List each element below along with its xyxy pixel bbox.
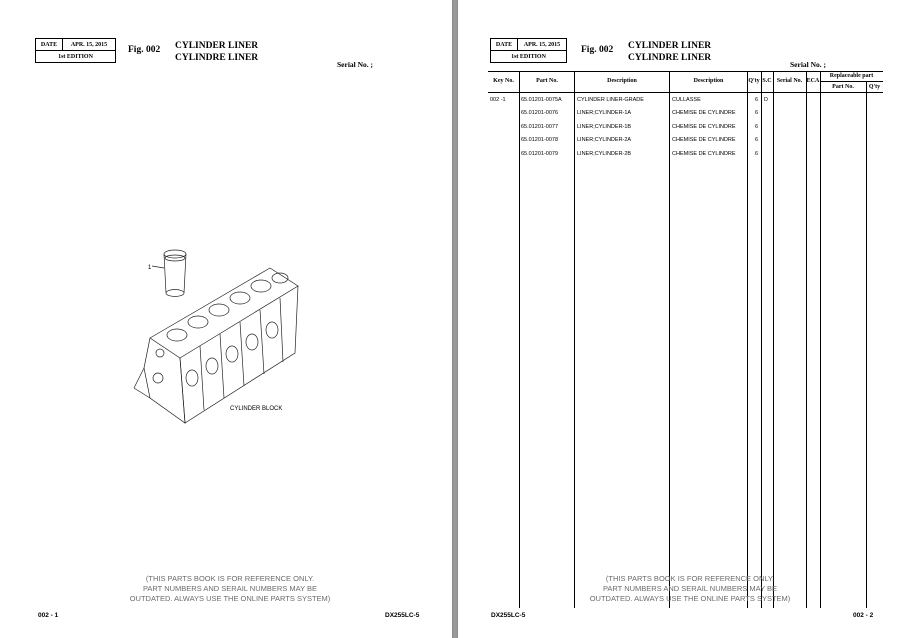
cell-part-no[interactable]: 65.01201-0077	[521, 124, 559, 130]
replaceable-sub-rule	[820, 81, 883, 82]
note-line: PART NUMBERS AND SERAIL NUMBERS MAY BE	[602, 584, 778, 593]
date-label: DATE	[36, 39, 63, 50]
title-block	[175, 40, 258, 64]
cell-part-no[interactable]: 65.01201-0078	[521, 137, 559, 143]
table-top-rule	[488, 71, 883, 72]
header-description-en: Description	[607, 78, 637, 84]
cell-desc-fr: CHEMISE DE CYLINDRE	[672, 110, 736, 116]
cylinder-block-drawing	[130, 238, 310, 428]
page-number: 002 - 2	[853, 612, 874, 619]
serial-no: Serial No. ;	[790, 60, 827, 69]
header-eca: ECA	[806, 78, 820, 84]
note-line: OUTDATED. ALWAYS USE THE ONLINE PARTS SYSTEM)	[129, 594, 331, 603]
header-replaceable-part: Replaceable part	[829, 73, 874, 79]
page-number: 002 - 1	[38, 612, 59, 619]
col-divider	[866, 81, 867, 608]
header-part-no: Part No.	[536, 78, 558, 84]
col-divider	[820, 71, 821, 608]
reference-note	[540, 574, 840, 604]
cell-desc-fr: CULLASSE	[672, 97, 701, 103]
cell-qty: 6	[755, 110, 759, 116]
title-block	[628, 40, 711, 64]
cell-qty: 6	[755, 151, 759, 157]
note-line: PART NUMBERS AND SERAIL NUMBERS MAY BE	[142, 584, 318, 593]
cell-desc-en: LINER;CYLINDER-2A	[577, 137, 632, 143]
date-box	[490, 38, 567, 63]
cell-part-no[interactable]: 65.01201-0076	[521, 110, 559, 116]
serial-no: Serial No. ;	[337, 60, 374, 69]
header-key-no: Key No.	[493, 78, 514, 84]
cell-desc-en: LINER;CYLINDER-1A	[577, 110, 632, 116]
right-page	[457, 0, 910, 638]
cell-key: 002 -1	[490, 97, 506, 103]
cell-qty: 6	[755, 137, 759, 143]
header-rep-qty: Q'ty	[868, 84, 881, 90]
header-rep-part-no: Part No.	[832, 84, 854, 90]
cell-desc-en: LINER;CYLINDER-2B	[577, 151, 632, 157]
col-divider	[519, 71, 520, 608]
header-description-fr: Description	[693, 78, 724, 84]
header-serial-no: Serial No.	[776, 78, 803, 84]
date-value: APR. 15, 2015	[523, 41, 561, 48]
date-label: DATE	[491, 39, 518, 50]
title-fr: CYLINDRE LINER	[175, 53, 259, 63]
cell-sc: D	[764, 97, 768, 103]
callout-number: 1	[148, 265, 152, 271]
edition: 1st EDITION	[58, 53, 93, 60]
cell-part-no[interactable]: 65.01201-0079	[521, 151, 559, 157]
col-divider	[773, 71, 774, 608]
title-en: CYLINDER LINER	[628, 41, 712, 51]
cell-desc-fr: CHEMISE DE CYLINDRE	[672, 151, 736, 157]
col-divider	[761, 71, 762, 608]
col-divider	[747, 71, 748, 608]
model-label: DX255LC-5	[491, 612, 526, 619]
cell-desc-fr: CHEMISE DE CYLINDRE	[672, 137, 736, 143]
cell-qty: 6	[755, 97, 759, 103]
drawing-label: CYLINDER BLOCK	[230, 406, 283, 412]
header-sc: S.C	[762, 78, 772, 84]
cell-desc-en: LINER;CYLINDER-1B	[577, 124, 632, 130]
edition: 1st EDITION	[511, 53, 546, 60]
note-line: (THIS PARTS BOOK IS FOR REFERENCE ONLY.	[145, 574, 315, 583]
fig-number: Fig. 002	[128, 45, 161, 55]
col-divider	[669, 71, 670, 608]
header-qty: Q'ty	[748, 78, 760, 84]
date-box	[35, 38, 116, 63]
table-header-rule	[488, 92, 883, 93]
reference-note	[80, 574, 380, 604]
cell-qty: 6	[755, 124, 759, 130]
col-divider	[806, 71, 807, 608]
col-divider	[574, 71, 575, 608]
cell-desc-en: CYLINDER LINER-GRADE	[577, 97, 644, 103]
cell-desc-fr: CHEMISE DE CYLINDRE	[672, 124, 736, 130]
title-fr: CYLINDRE LINER	[628, 53, 712, 63]
title-en: CYLINDER LINER	[175, 41, 259, 51]
note-line: (THIS PARTS BOOK IS FOR REFERENCE ONLY.	[605, 574, 775, 583]
fig-number: Fig. 002	[581, 45, 614, 55]
date-value: APR. 15, 2015	[70, 41, 108, 48]
note-line: OUTDATED. ALWAYS USE THE ONLINE PARTS SYSTEM)	[589, 594, 791, 603]
model-label: DX255LC-5	[385, 612, 420, 619]
cell-part-no[interactable]: 65.01201-0075A	[521, 97, 562, 103]
left-page	[0, 0, 453, 638]
